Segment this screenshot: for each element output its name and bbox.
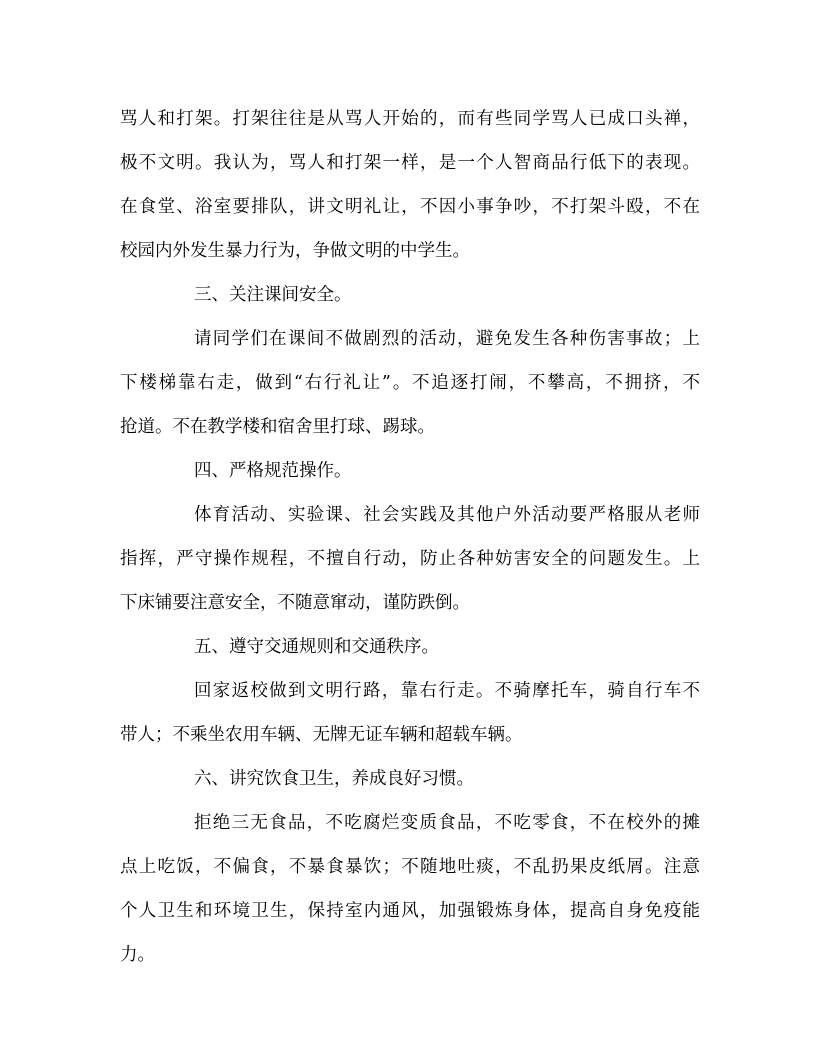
body-text-line: 下床铺要注意安全，不随意窜动，谨防跌倒。: [120, 593, 470, 613]
section-heading: 三、关注课间安全。: [194, 285, 352, 305]
section-heading: 五、遵守交通规则和交通秩序。: [194, 637, 439, 657]
body-text-line: 指挥，严守操作规程，不擅自行动，防止各种妨害安全的问题发生。上: [120, 549, 700, 569]
section-heading: 四、严格规范操作。: [194, 461, 352, 481]
body-text-line: 极不文明。我认为，骂人和打架一样，是一个人智商品行低下的表现。: [120, 153, 700, 173]
body-text-line: 体育活动、实验课、社会实践及其他户外活动要严格服从老师: [194, 505, 700, 525]
body-text-line: 带人；不乘坐农用车辆、无牌无证车辆和超载车辆。: [120, 725, 523, 745]
body-text-line: 力。: [120, 945, 155, 965]
body-text-line: 个人卫生和环境卫生，保持室内通风，加强锻炼身体，提高自身免疫能: [120, 901, 700, 921]
body-text-line: 点上吃饭，不偏食，不暴食暴饮；不随地吐痰，不乱扔果皮纸屑。注意: [120, 857, 700, 877]
body-text-line: 校园内外发生暴力行为，争做文明的中学生。: [120, 241, 470, 261]
body-text-line: 抢道。不在教学楼和宿舍里打球、踢球。: [120, 417, 435, 437]
body-text-line: 下楼梯靠右走，做到“右行礼让”。不追逐打闹，不攀高，不拥挤，不: [120, 373, 700, 393]
body-text-line: 拒绝三无食品，不吃腐烂变质食品，不吃零食，不在校外的摊: [194, 813, 700, 833]
body-text-line: 骂人和打架。打架往往是从骂人开始的，而有些同学骂人已成口头禅，: [120, 109, 700, 129]
document-body: [120, 97, 700, 977]
section-heading: 六、讲究饮食卫生，养成良好习惯。: [194, 769, 474, 789]
body-text-line: 在食堂、浴室要排队，讲文明礼让，不因小事争吵，不打架斗殴，不在: [120, 197, 700, 217]
body-text-line: 请同学们在课间不做剧烈的活动，避免发生各种伤害事故；上: [194, 329, 700, 349]
body-text-line: 回家返校做到文明行路，靠右行走。不骑摩托车，骑自行车不: [194, 681, 700, 701]
